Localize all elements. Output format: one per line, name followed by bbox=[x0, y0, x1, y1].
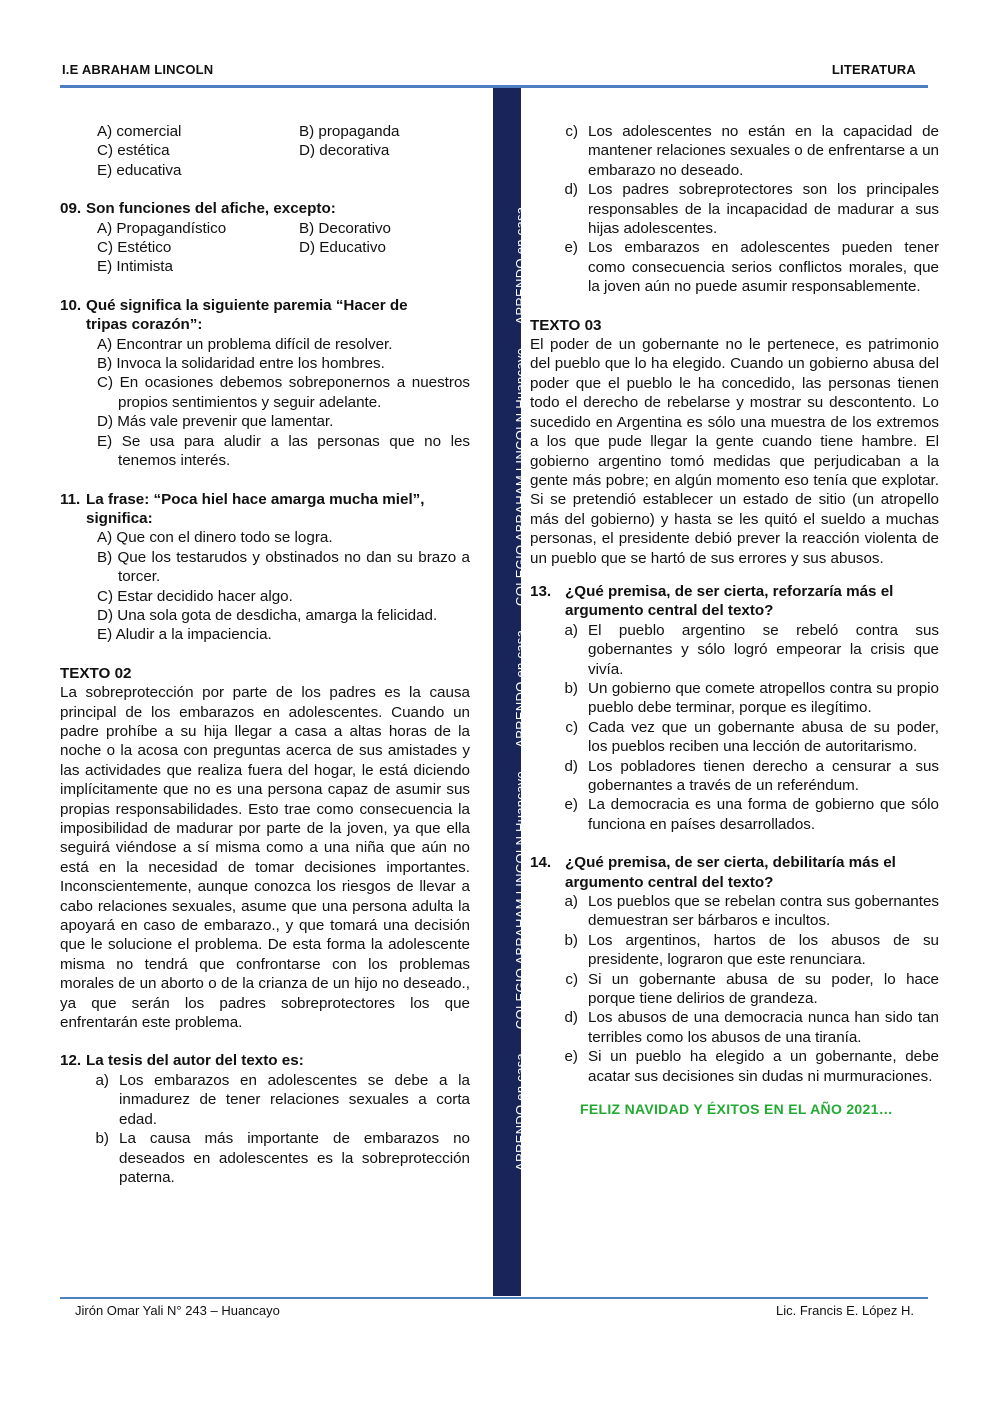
band-label-5: APRENDO en casa bbox=[513, 206, 528, 325]
footer-rule bbox=[60, 1297, 928, 1299]
option-label: b) bbox=[564, 931, 578, 949]
option-label: e) bbox=[564, 239, 578, 257]
question-text-cont: tripas corazón”: bbox=[86, 316, 203, 334]
right-column bbox=[530, 122, 939, 1120]
school-name: I.E ABRAHAM LINCOLN bbox=[62, 62, 214, 77]
band-label-2: COLEGIO ABRAHAM LINCOLN Huancayo bbox=[513, 771, 528, 1030]
q09-options bbox=[60, 219, 470, 277]
option: C) estética bbox=[97, 142, 170, 160]
q13-options bbox=[530, 621, 939, 834]
option-label: b) bbox=[95, 1130, 109, 1148]
option-label: d) bbox=[564, 1009, 578, 1027]
option-text: Los adolescentes no están en la capacidad de mantener relaciones sexuales o de enfrentarse a un embarazo no deseado. bbox=[588, 123, 939, 179]
question-text: ¿Qué premisa, de ser cierta, debilitaría más el bbox=[565, 854, 896, 872]
question-text: La frase: “Poca hiel hace amarga mucha miel”, bbox=[86, 490, 425, 508]
option-label: d) bbox=[564, 181, 578, 199]
q14-options bbox=[530, 892, 939, 1086]
option-text: Los pobladores tienen derecho a censurar a sus gobernantes a través de un referéndum. bbox=[588, 757, 939, 794]
band-label-4: COLEGIO ABRAHAM LINCOLN Huancayo bbox=[513, 347, 528, 606]
option: B) Decorativo bbox=[299, 219, 392, 237]
option: B) Que los testarudos y obstinados no dan su brazo a torcer. bbox=[97, 548, 470, 586]
option-text: Los embarazos en adolescentes pueden tener como consecuencia serios conflictos morales, que la joven aún no puede asumir responsablemente. bbox=[588, 239, 939, 296]
option-text: Si un pueblo ha elegido a un gobernante, debe acatar sus decisiones sin dudas ni murmuraciones. bbox=[588, 1048, 939, 1085]
option: A) comercial bbox=[97, 123, 182, 140]
q08-options bbox=[60, 122, 470, 180]
option-text: Los embarazos en adolescentes se debe a la inmadurez de tener relaciones sexuales a corta edad. bbox=[119, 1071, 470, 1128]
question-text: ¿Qué premisa, de ser cierta, reforzaría más el bbox=[565, 582, 894, 600]
q10-options bbox=[60, 335, 470, 471]
option-text: Un gobierno que comete atropellos contra su propio pueblo debe terminar, porque es ilegítimo. bbox=[588, 679, 939, 717]
option-text: Cada vez que un gobernante abusa de su poder, los pueblos reciben una lección de autoritarismo. bbox=[588, 718, 939, 756]
question-text-cont: argumento central del texto? bbox=[565, 602, 774, 620]
question-text-cont: argumento central del texto? bbox=[565, 873, 774, 891]
band-label-1: APRENDO en casa bbox=[513, 1053, 528, 1171]
option-label: a) bbox=[564, 621, 578, 639]
option: D) Educativo bbox=[299, 239, 386, 257]
option-label: a) bbox=[564, 893, 578, 911]
option-label: c) bbox=[565, 123, 578, 140]
question-14: 14. ¿Qué premisa, de ser cierta, debilitaría más el argumento central del texto? bbox=[530, 853, 939, 892]
left-column bbox=[60, 122, 470, 1187]
option: B) propaganda bbox=[299, 123, 400, 140]
texto-03-title: TEXTO 03 bbox=[530, 316, 602, 334]
option: A) Propagandístico bbox=[97, 219, 227, 237]
subject-name: LITERATURA bbox=[831, 62, 916, 77]
question-09: 09. Son funciones del afiche, excepto: bbox=[60, 200, 336, 218]
option-text: Los pueblos que se rebelan contra sus gobernantes demuestran ser bárbaros e incultos. bbox=[588, 893, 939, 930]
option: D) decorativa bbox=[299, 142, 390, 160]
question-12: 12. La tesis del autor del texto es: bbox=[60, 1052, 304, 1070]
option-text: La democracia es una forma de gobierno que sólo funciona en países desarrollados. bbox=[588, 796, 939, 833]
option-text: Los abusos de una democracia nunca han sido tan terribles como los abusos de una tiranía. bbox=[588, 1009, 939, 1046]
option-label: e) bbox=[564, 796, 578, 814]
texto-02-title: TEXTO 02 bbox=[60, 664, 132, 682]
q11-options bbox=[60, 528, 470, 644]
option-label: b) bbox=[564, 679, 578, 697]
option-label: c) bbox=[565, 718, 578, 736]
holiday-greeting: FELIZ NAVIDAD Y ÉXITOS EN EL AÑO 2021… bbox=[580, 1101, 893, 1118]
option-text: El pueblo argentino se rebeló contra sus gobernantes y sólo logró empeorar la crisis que vivía. bbox=[588, 621, 939, 678]
question-10: 10. Qué significa la siguiente paremia “Hacer de tripas corazón”: bbox=[60, 296, 470, 335]
question-text: La tesis del autor del texto es: bbox=[86, 1052, 304, 1070]
option: A) Encontrar un problema difícil de resolver. bbox=[97, 335, 393, 353]
option-label: e) bbox=[564, 1048, 578, 1066]
question-text: Son funciones del afiche, excepto: bbox=[86, 200, 336, 218]
question-text-cont: significa: bbox=[86, 509, 153, 527]
option-text: Si un gobernante abusa de su poder, lo hace porque tiene delirios de grandeza. bbox=[588, 970, 939, 1008]
option-text: Los padres sobreprotectores son los principales responsables de la incapacidad de madurar a sus hijas adolescentes. bbox=[588, 181, 939, 238]
option-text: La causa más importante de embarazos no deseados en adolescentes es la sobreprotección paterna. bbox=[119, 1130, 470, 1186]
option: D) Más vale prevenir que lamentar. bbox=[97, 413, 334, 431]
option: D) Una sola gota de desdicha, amarga la felicidad. bbox=[97, 606, 438, 624]
option: E) Se usa para aludir a las personas que no les tenemos interés. bbox=[97, 432, 470, 470]
option: C) Estético bbox=[97, 239, 172, 257]
question-text: Qué significa la siguiente paremia “Hacer de bbox=[86, 296, 408, 314]
option: E) educativa bbox=[97, 161, 182, 179]
option: B) Invoca la solidaridad entre los hombres. bbox=[97, 355, 385, 373]
band-label-3: APRENDO en casa bbox=[513, 629, 528, 748]
footer-teacher: Lic. Francis E. López H. bbox=[776, 1303, 914, 1318]
footer-address: Jirón Omar Yali N° 243 – Huancayo bbox=[75, 1303, 280, 1318]
option-text: Los argentinos, hartos de los abusos de su presidente, lograron que este renunciara. bbox=[588, 931, 939, 969]
texto-02-body: La sobreprotección por parte de los padres es la causa principal de los embarazos en adolescentes. Cuando un padre prohíbe a su hija llegar a casa a altas horas de la noche o la acosa con preguntas acerca de sus amistades y las actividades que realiza fuera del hogar, le está diciendo implícitamente que no es una persona capaz de asumir sus propias responsabilidades. Esto trae como consecuencia la imposibilidad de madurar por parte de la joven, ya que ella seguirá viéndose a sí misma como a una niña que aún no está en la necesidad de tomar decisiones importantes. Inconscientemente, aunque conozca los riesgos de llevar a cabo relaciones sexuales, asume que una persona adulta la apoyará en caso de embarazo., y que tomará una decisión que le solucione el problema. De esta forma la adolescente misma no tendrá que confrontarse con los problemas morales de un aborto o de la crianza de un hijo no deseado., ya que serán los padres sobreprotectores los que enfrentarán este problema. bbox=[60, 684, 470, 1032]
q12-options-continued bbox=[530, 122, 939, 297]
option: C) Estar decidido hacer algo. bbox=[97, 587, 293, 605]
option: E) Intimista bbox=[97, 258, 173, 276]
question-11: 11. La frase: “Poca hiel hace amarga mucha miel”, significa: bbox=[60, 490, 470, 529]
option: C) En ocasiones debemos sobreponernos a nuestros propios sentimientos y seguir adelante. bbox=[97, 374, 470, 411]
option: A) Que con el dinero todo se logra. bbox=[97, 529, 333, 547]
q12-options bbox=[60, 1071, 470, 1187]
question-13: 13. ¿Qué premisa, de ser cierta, reforzaría más el argumento central del texto? bbox=[530, 582, 939, 621]
option: E) Aludir a la impaciencia. bbox=[97, 626, 272, 644]
option-label: d) bbox=[564, 757, 578, 775]
texto-03-body: El poder de un gobernante no le pertenece, es patrimonio del pueblo que lo ha elegido. Cuando un gobierno abusa del poder que el pueblo le ha concedido, las personas tienen todo el derecho de rebelarse y mostrar su descontento. Lo sucedido en Argentina es sólo una muestra de los extremos a los que pude llegar la gente cuando tiene hambre. El gobierno argentino tomó medidas que perjudicaban a la gente más pobre; en algún momento eso tenía que explotar. Si se pretendió establecer un estado de sitio (un atropello más del gobierno) y hasta se les quitó el sueldo a muchas personas, el presidente debió prever la reacción violenta de un pueblo que se hartó de sus errores y sus abusos. bbox=[530, 336, 939, 567]
option-label: c) bbox=[565, 970, 578, 988]
option-label: a) bbox=[95, 1071, 109, 1089]
